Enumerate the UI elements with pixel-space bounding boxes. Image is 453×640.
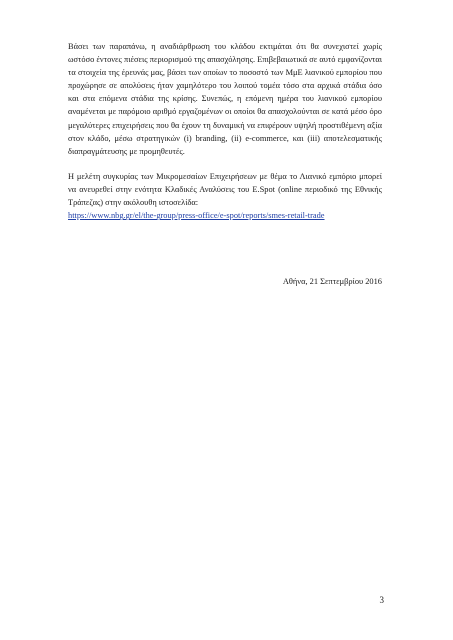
paragraph-line: Τράπεζας) στην ακόλουθη ιστοσελίδα: — [68, 198, 199, 208]
paragraph-line: και στα επόμενα στάδια της κρίσης. Συνεπώς, η επόμενη ημέρα του λιανικού εμπορίου — [68, 94, 382, 104]
paragraph-line: μεγαλύτερες επιχειρήσεις που θα έχουν τη δυναμική να επιφέρουν υψηλή προστιθέμενη αξία — [68, 120, 382, 130]
paragraph-restructuring — [68, 40, 382, 158]
date-signature: Αθήνα, 21 Σεπτεμβρίου 2016 — [282, 277, 382, 286]
paragraph-line: ωστόσο έντονες πιέσεις περιορισμού της απασχόλησης. Επιβεβαιωτικά σε αυτό εμφανίζονται — [68, 55, 382, 65]
paragraph-line: διαπραγμάτευσης με προμηθευτές. — [68, 146, 185, 156]
paragraph-line: στον κλάδο, μέσω στρατηγικών (i) branding, (ii) e-commerce, και (iii) αποτελεσματικής — [68, 133, 382, 143]
paragraph-study-reference — [68, 170, 382, 222]
paragraph-line: Βάσει των παραπάνω, η αναδιάρθρωση του κλάδου εκτιμάται ότι θα συνεχιστεί χωρίς — [68, 42, 382, 51]
paragraph-line: Η μελέτη συγκυρίας των Μικρομεσαίων Επιχειρήσεων με θέμα το Λιανικό εμπόριο μπορεί — [68, 172, 382, 181]
paragraph-line: αναμένεται με παρόμοιο αριθμό εργαζομένων οι οποίοι θα απασχολούνται σε κατά μέσο όρο — [68, 107, 382, 117]
page-number: 3 — [379, 595, 384, 605]
paragraph-line: προχώρησε σε απολύσεις ήταν χαμηλότερο του λοιπού τομέα τόσο στα αρχικά στάδια όσο — [68, 81, 382, 91]
paragraph-line: τα στοιχεία της έρευνάς μας, βάσει των οποίων το ποσοστό των ΜμΕ λιανικού εμπορίου που — [68, 68, 382, 78]
paragraph-line: να ανευρεθεί στην ενότητα Κλαδικές Αναλύσεις του E.Spot (online περιοδικό της Εθνικής — [68, 185, 382, 195]
espot-report-link[interactable]: https://www.nbg.gr/el/the-group/press-office/e-spot/reports/smes-retail-trade — [68, 211, 325, 221]
